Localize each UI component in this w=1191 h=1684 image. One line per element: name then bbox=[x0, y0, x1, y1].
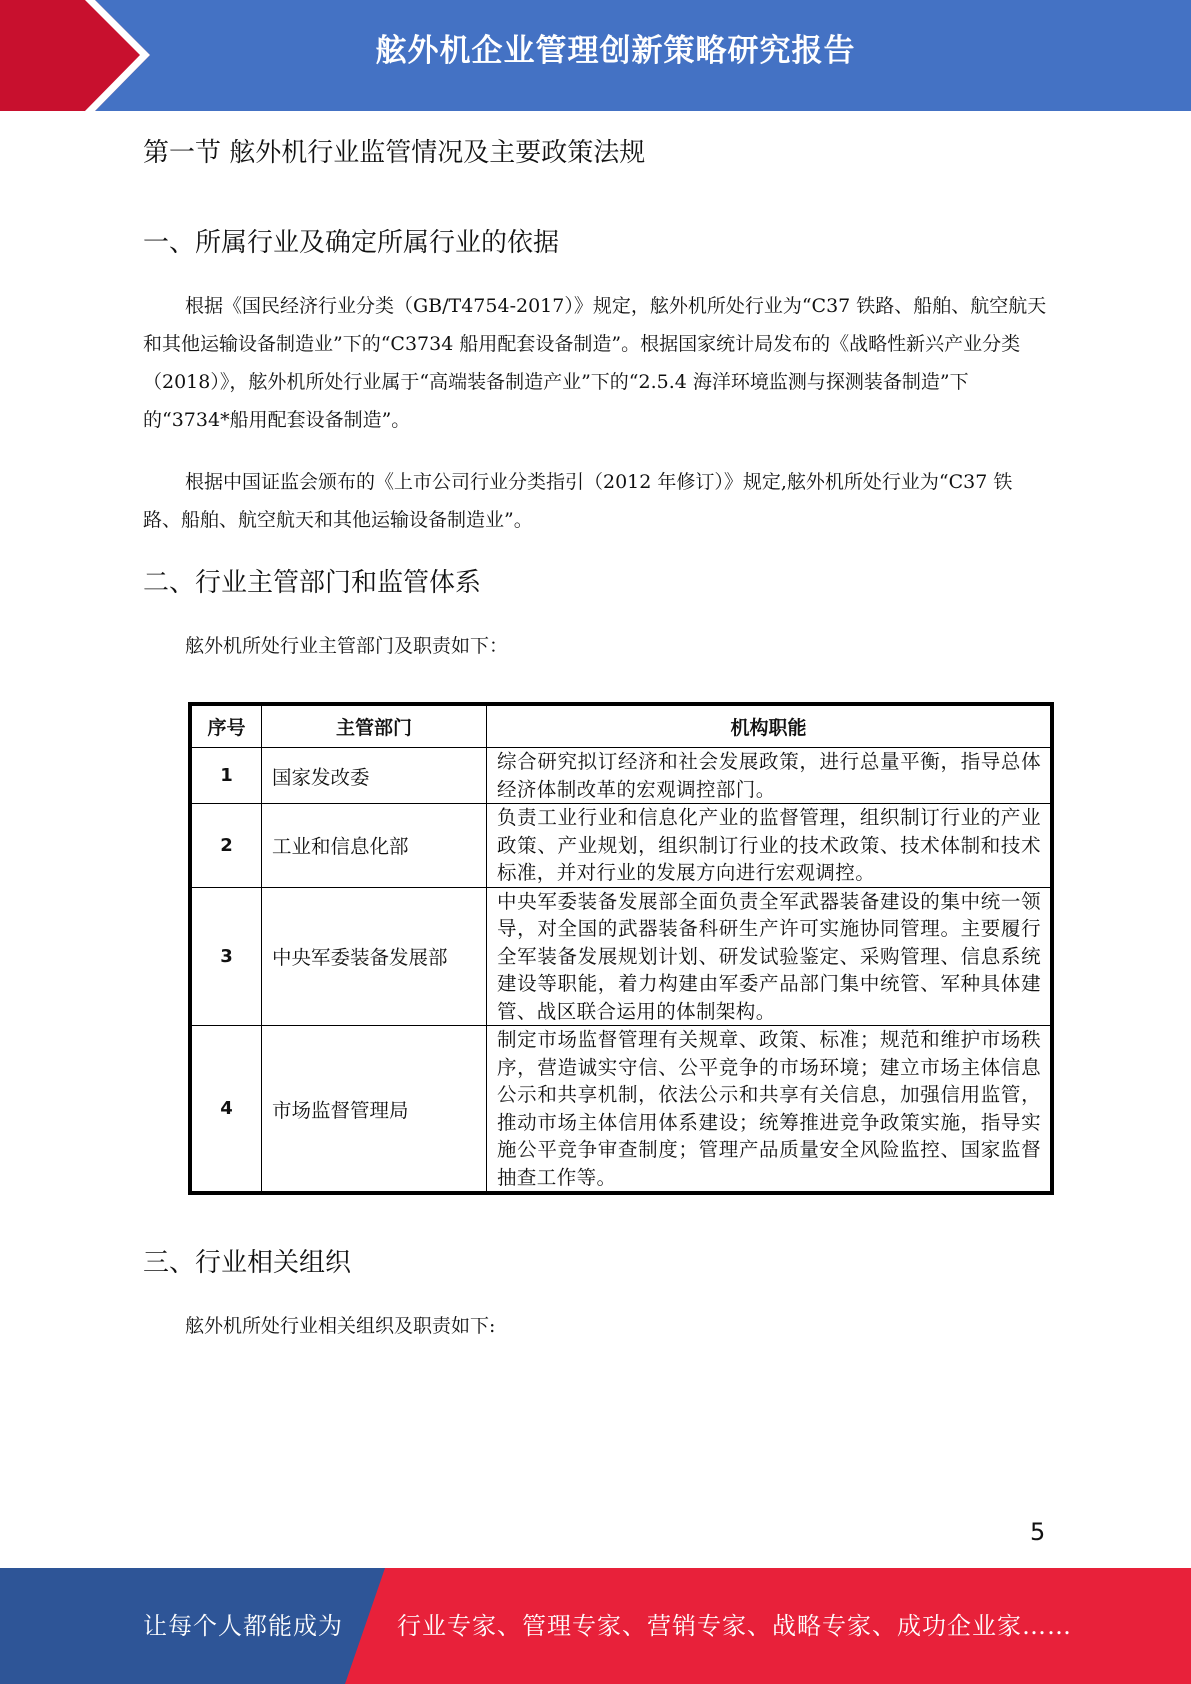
report-title: 舷外机企业管理创新策略研究报告 bbox=[375, 33, 856, 69]
regulator-table bbox=[188, 702, 1054, 1195]
table-row bbox=[192, 804, 1051, 888]
row-function: 制定市场监督管理有关规章、政策、标准；规范和维护市场秩序，营造诚实守信、公平竞争的市场环境；建立市场主体信息公示和共享机制，依法公示和共享有关信息，加强信用监管，推动市场主体信用体系建设；统筹推进竞争政策实施，指导实施公平竞争审查制度；管理产品质量安全风险监控、国家监督抽查工作等。 bbox=[487, 1026, 1051, 1192]
column-header-function: 机构职能 bbox=[487, 706, 1051, 748]
row-number: 1 bbox=[192, 748, 262, 804]
table-row bbox=[192, 1026, 1051, 1192]
table-row bbox=[192, 748, 1051, 804]
row-number: 2 bbox=[192, 804, 262, 888]
section1-paragraph-2 bbox=[143, 463, 1048, 539]
section3-heading: 三、行业相关组织 bbox=[143, 1248, 352, 1278]
row-department: 工业和信息化部 bbox=[262, 804, 487, 888]
section2-intro bbox=[143, 627, 1048, 665]
table-row bbox=[192, 887, 1051, 1026]
row-department: 市场监督管理局 bbox=[262, 1026, 487, 1192]
row-department: 国家发改委 bbox=[262, 748, 487, 804]
table-header-row bbox=[192, 706, 1051, 748]
row-department: 中央军委装备发展部 bbox=[262, 887, 487, 1026]
row-function: 负责工业行业和信息化产业的监督管理，组织制订行业的产业政策、产业规划，组织制订行业的技术政策、技术体制和技术标准，并对行业的发展方向进行宏观调控。 bbox=[487, 804, 1051, 888]
section3-intro bbox=[143, 1307, 1048, 1345]
paragraph-text: 舷外机所处行业相关组织及职责如下: bbox=[185, 1315, 496, 1337]
column-header-number: 序号 bbox=[192, 706, 262, 748]
row-number: 4 bbox=[192, 1026, 262, 1192]
paragraph-text: 根据中国证监会颁布的《上市公司行业分类指引（2012 年修订）》规定,舷外机所处行业为“C37 铁路、船舶、航空航天和其他运输设备制造业”。 bbox=[143, 471, 1013, 531]
section1-heading: 一、所属行业及确定所属行业的依据 bbox=[143, 228, 560, 258]
row-function: 综合研究拟订经济和社会发展政策，进行总量平衡，指导总体经济体制改革的宏观调控部门。 bbox=[487, 748, 1051, 804]
column-header-department: 主管部门 bbox=[262, 706, 487, 748]
paragraph-text: 舷外机所处行业主管部门及职责如下： bbox=[185, 635, 509, 657]
row-function: 中央军委装备发展部全面负责全军武器装备建设的集中统一领导，对全国的武器装备科研生产许可实施协同管理。主要履行全军装备发展规划计划、研发试验鉴定、采购管理、信息系统建设等职能，着力构建由军委产品部门集中统管、军种具体建管、战区联合运用的体制架构。 bbox=[487, 887, 1051, 1026]
page-header bbox=[0, 0, 1191, 111]
section1-paragraph-1 bbox=[143, 287, 1048, 439]
page-number: 5 bbox=[1030, 1518, 1046, 1546]
paragraph-text: 根据《国民经济行业分类（GB/T4754-2017）》规定，舷外机所处行业为“C37 铁路、船舶、航空航天和其他运输设备制造业”下的“C3734 船用配套设备制造”。根据国家统计局发布的《战略性新兴产业分类（2018）》，舷外机所处行业属于“高端装备制造产业”下的“2.5.4 海洋环境监测与探测装备制造”下的“3734*船用配套设备制造”。 bbox=[143, 295, 1047, 431]
footer-slogan-left: 让每个人都能成为 bbox=[143, 1612, 343, 1640]
page-footer bbox=[0, 1568, 1191, 1684]
chapter-title: 第一节 舷外机行业监管情况及主要政策法规 bbox=[143, 138, 646, 168]
row-number: 3 bbox=[192, 887, 262, 1026]
footer-slogan-right: 行业专家、管理专家、营销专家、战略专家、成功企业家…… bbox=[397, 1612, 1072, 1640]
section2-heading: 二、行业主管部门和监管体系 bbox=[143, 568, 482, 598]
